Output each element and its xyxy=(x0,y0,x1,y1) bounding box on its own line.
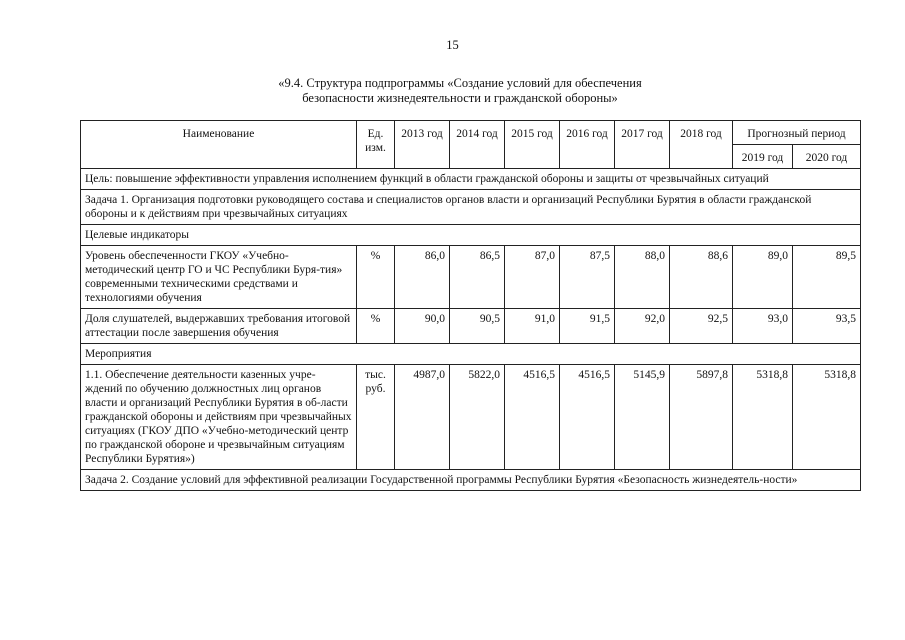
value-2019: 93,0 xyxy=(733,309,793,344)
task-1-row xyxy=(81,190,861,225)
value-2018: 92,5 xyxy=(670,309,733,344)
value-2018: 5897,8 xyxy=(670,365,733,470)
value-2019: 89,0 xyxy=(733,246,793,309)
table-row xyxy=(81,246,861,309)
header-row xyxy=(81,121,861,145)
subprogram-structure-table xyxy=(80,120,861,491)
value-2014: 5822,0 xyxy=(450,365,505,470)
goal-text: Цель: повышение эффективности управления исполнением функций в области гражданской обороны и защиты от чрезвычайных ситуаций xyxy=(81,169,861,190)
value-2016: 4516,5 xyxy=(560,365,615,470)
indicator-unit: % xyxy=(357,246,395,309)
indicator-name: Доля слушателей, выдержавших требования итоговой аттестации после завершения обучения xyxy=(81,309,357,344)
header-year-2013: 2013 год xyxy=(395,121,450,169)
value-2016: 91,5 xyxy=(560,309,615,344)
table-row xyxy=(81,309,861,344)
value-2016: 87,5 xyxy=(560,246,615,309)
value-2013: 86,0 xyxy=(395,246,450,309)
header-year-2014: 2014 год xyxy=(450,121,505,169)
value-2015: 91,0 xyxy=(505,309,560,344)
value-2020: 5318,8 xyxy=(793,365,861,470)
page-number: 15 xyxy=(446,38,459,52)
value-2020: 93,5 xyxy=(793,309,861,344)
document-title-line-2: безопасности жизнедеятельности и гражданской обороны» xyxy=(302,91,618,105)
indicators-label: Целевые индикаторы xyxy=(81,225,861,246)
indicator-name: Уровень обеспеченности ГКОУ «Учебно-методический центр ГО и ЧС Республики Буря-тия» современными техническими средствами и технологиями обучения xyxy=(81,246,357,309)
indicators-label-row xyxy=(81,225,861,246)
value-2020: 89,5 xyxy=(793,246,861,309)
indicator-unit: % xyxy=(357,309,395,344)
task-1-text: Задача 1. Организация подготовки руководящего состава и специалистов органов власти и организаций Республики Бурятия в области гражданской обороны и к действиям при чрезвычайных ситуациях xyxy=(81,190,861,225)
document-title-line-1: «9.4. Структура подпрограммы «Создание условий для обеспечения xyxy=(278,76,642,90)
value-2017: 88,0 xyxy=(615,246,670,309)
measure-name: 1.1. Обеспечение деятельности казенных учре-ждений по обучению должностных лиц органов власти и организаций Республики Бурятия в об-ласти гражданской обороны и действиям при чрезвычайных ситуациях (ГКОУ ДПО «Учебно-методический центр по гражданской обороне и чрезвычайным ситуациям Республики Бурятия») xyxy=(81,365,357,470)
header-year-2018: 2018 год xyxy=(670,121,733,169)
header-year-2015: 2015 год xyxy=(505,121,560,169)
table-row xyxy=(81,365,861,470)
value-2017: 5145,9 xyxy=(615,365,670,470)
header-year-2019: 2019 год xyxy=(733,145,793,169)
header-forecast-period: Прогнозный период xyxy=(733,121,861,145)
measures-label-row xyxy=(81,344,861,365)
value-2019: 5318,8 xyxy=(733,365,793,470)
task-2-text: Задача 2. Создание условий для эффективной реализации Государственной программы Республики Бурятия «Безопасность жизнедеятель-ности» xyxy=(81,470,861,491)
value-2014: 90,5 xyxy=(450,309,505,344)
value-2017: 92,0 xyxy=(615,309,670,344)
value-2015: 4516,5 xyxy=(505,365,560,470)
value-2013: 4987,0 xyxy=(395,365,450,470)
task-2-row xyxy=(81,470,861,491)
header-unit: Ед. изм. xyxy=(357,121,395,169)
header-name: Наименование xyxy=(81,121,357,169)
header-year-2016: 2016 год xyxy=(560,121,615,169)
header-year-2020: 2020 год xyxy=(793,145,861,169)
measure-unit: тыс. руб. xyxy=(357,365,395,470)
value-2013: 90,0 xyxy=(395,309,450,344)
goal-row xyxy=(81,169,861,190)
measures-label: Мероприятия xyxy=(81,344,861,365)
header-year-2017: 2017 год xyxy=(615,121,670,169)
value-2015: 87,0 xyxy=(505,246,560,309)
value-2014: 86,5 xyxy=(450,246,505,309)
value-2018: 88,6 xyxy=(670,246,733,309)
document-title xyxy=(150,76,770,106)
